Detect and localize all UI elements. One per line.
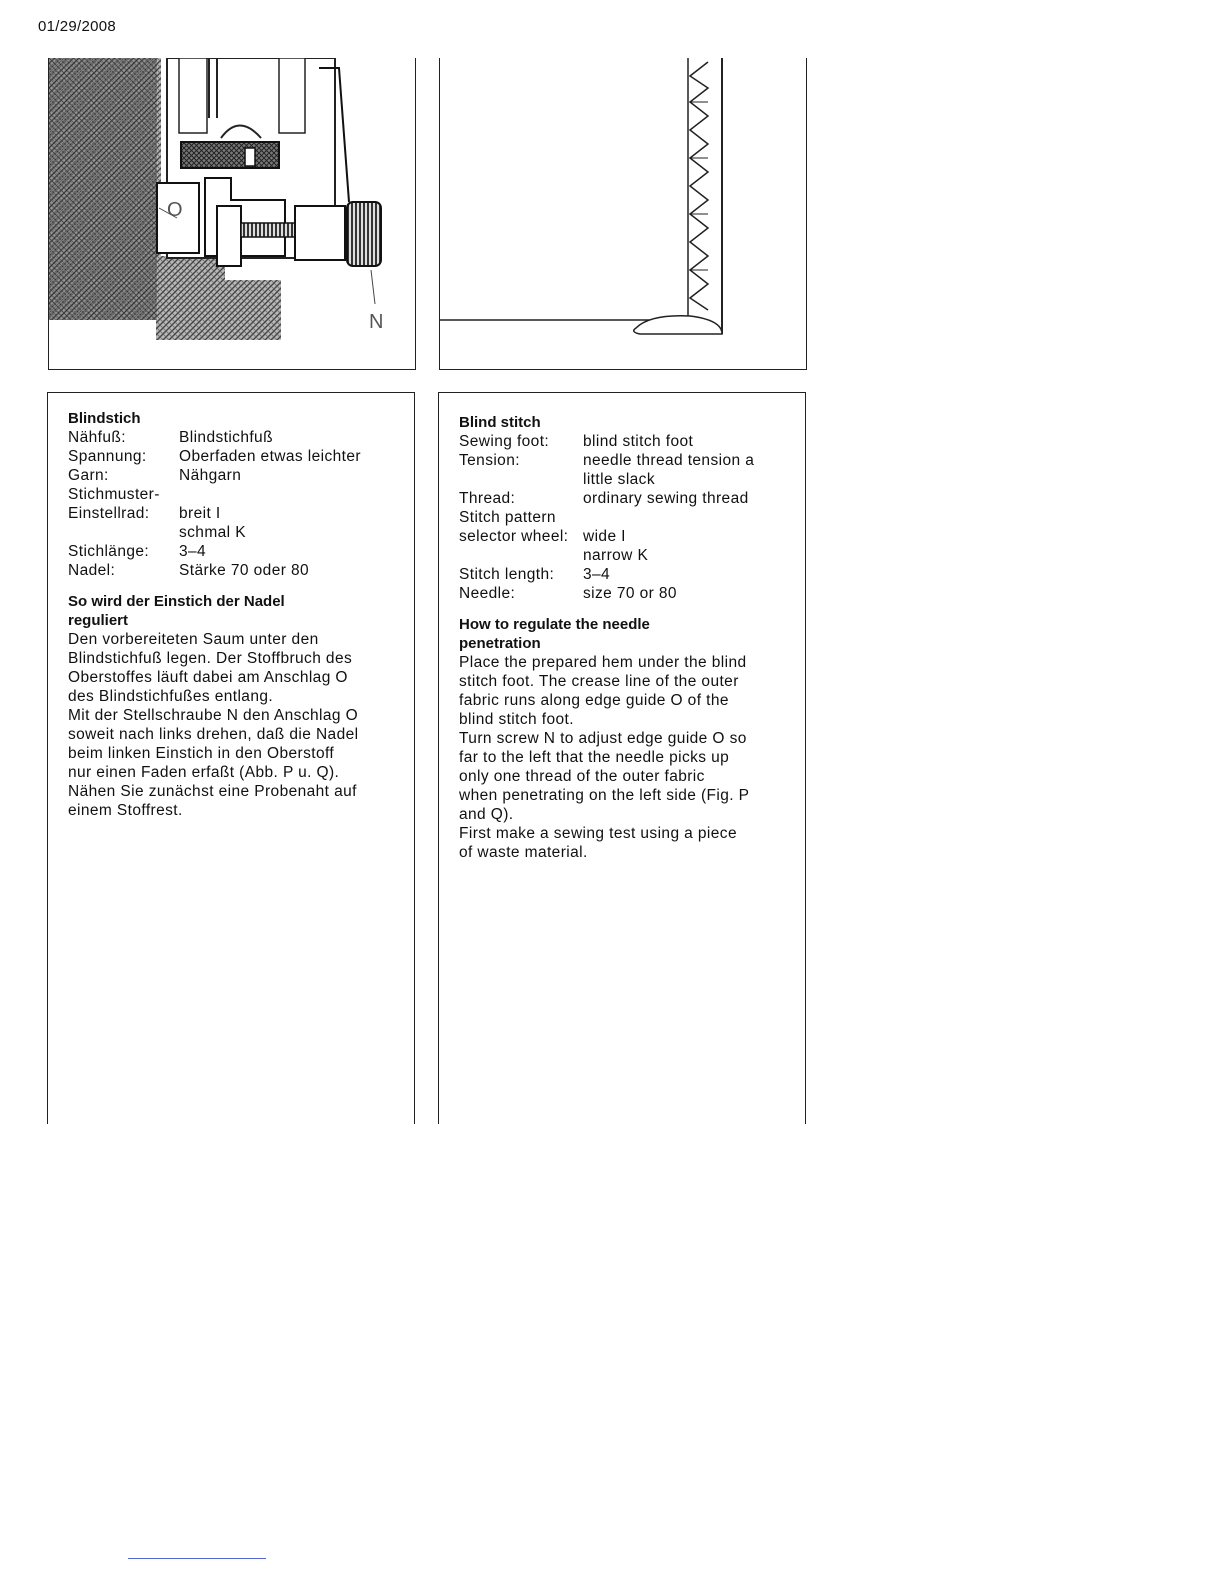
spec-row: Nähfuß: Blindstichfuß bbox=[68, 429, 273, 446]
spec-row: Einstellrad: breit I bbox=[68, 505, 221, 522]
spec-row: Stitch pattern bbox=[459, 509, 556, 526]
german-line: beim linken Einstich in den Oberstoff bbox=[68, 745, 335, 762]
english-spec-table bbox=[459, 432, 754, 603]
german-line: Oberstoffes läuft dabei am Anschlag O bbox=[68, 669, 348, 686]
label-n: N bbox=[369, 311, 384, 333]
spec-row: Spannung: Oberfaden etwas leichter bbox=[68, 448, 361, 465]
spec-row: Needle: size 70 or 80 bbox=[459, 585, 677, 602]
spec-row: Thread: ordinary sewing thread bbox=[459, 490, 749, 507]
english-line: Turn screw N to adjust edge guide O so bbox=[459, 730, 747, 747]
english-line: only one thread of the outer fabric bbox=[459, 768, 705, 785]
german-instructions bbox=[47, 392, 415, 1124]
german-line: des Blindstichfußes entlang. bbox=[68, 688, 274, 705]
spec-row: Nadel: Stärke 70 oder 80 bbox=[68, 562, 310, 579]
spec-row: Stitch length: 3–4 bbox=[459, 566, 611, 583]
german-section-title-1: So wird der Einstich der Nadel bbox=[68, 593, 285, 610]
english-title: Blind stitch bbox=[459, 414, 541, 431]
english-line: blind stitch foot. bbox=[459, 711, 574, 728]
seam-illustration bbox=[440, 58, 808, 370]
label-o: O bbox=[167, 199, 183, 221]
english-line: and Q). bbox=[459, 806, 514, 823]
german-line: Nähen Sie zunächst eine Probenaht auf bbox=[68, 783, 357, 800]
english-section-title-2: penetration bbox=[459, 635, 541, 652]
spec-row: Sewing foot: blind stitch foot bbox=[459, 433, 694, 450]
german-line: Blindstichfuß legen. Der Stoffbruch des bbox=[68, 650, 353, 667]
english-line: of waste material. bbox=[459, 844, 588, 861]
zigzag-stitch bbox=[690, 62, 708, 310]
english-section-title-1: How to regulate the needle bbox=[459, 616, 650, 633]
german-line: Mit der Stellschraube N den Anschlag O bbox=[68, 707, 359, 724]
presser-foot-illustration bbox=[49, 58, 417, 370]
english-line: when penetrating on the left side (Fig. P bbox=[459, 787, 750, 804]
english-line: Place the prepared hem under the blind bbox=[459, 654, 747, 671]
english-line: First make a sewing test using a piece bbox=[459, 825, 737, 842]
english-instructions bbox=[438, 392, 806, 1124]
spec-row: Garn: Nähgarn bbox=[68, 467, 242, 484]
german-title: Blindstich bbox=[68, 410, 141, 427]
spec-row: little slack bbox=[583, 471, 655, 488]
german-line: Den vorbereiteten Saum unter den bbox=[68, 631, 319, 648]
footer-rule bbox=[128, 1558, 266, 1559]
figure-blind-stitch-seam bbox=[439, 58, 807, 370]
figure-blind-stitch-foot bbox=[48, 58, 416, 370]
spec-row: schmal K bbox=[179, 524, 246, 541]
english-line: fabric runs along edge guide O of the bbox=[459, 692, 729, 709]
german-line: nur einen Faden erfaßt (Abb. P u. Q). bbox=[68, 764, 340, 781]
english-line: stitch foot. The crease line of the outer bbox=[459, 673, 739, 690]
spec-row: selector wheel: wide I bbox=[459, 528, 626, 545]
english-line: far to the left that the needle picks up bbox=[459, 749, 730, 766]
german-section-title-2: reguliert bbox=[68, 612, 129, 629]
spec-row: Tension: needle thread tension a bbox=[459, 452, 755, 469]
spec-row: Stichmuster- bbox=[68, 486, 160, 503]
german-line: einem Stoffrest. bbox=[68, 802, 183, 819]
page-date: 01/29/2008 bbox=[38, 18, 117, 35]
spec-row: narrow K bbox=[583, 547, 649, 564]
german-line: soweit nach links drehen, daß die Nadel bbox=[68, 726, 359, 743]
spec-row: Stichlänge: 3–4 bbox=[68, 543, 207, 560]
german-spec-table bbox=[68, 428, 361, 580]
